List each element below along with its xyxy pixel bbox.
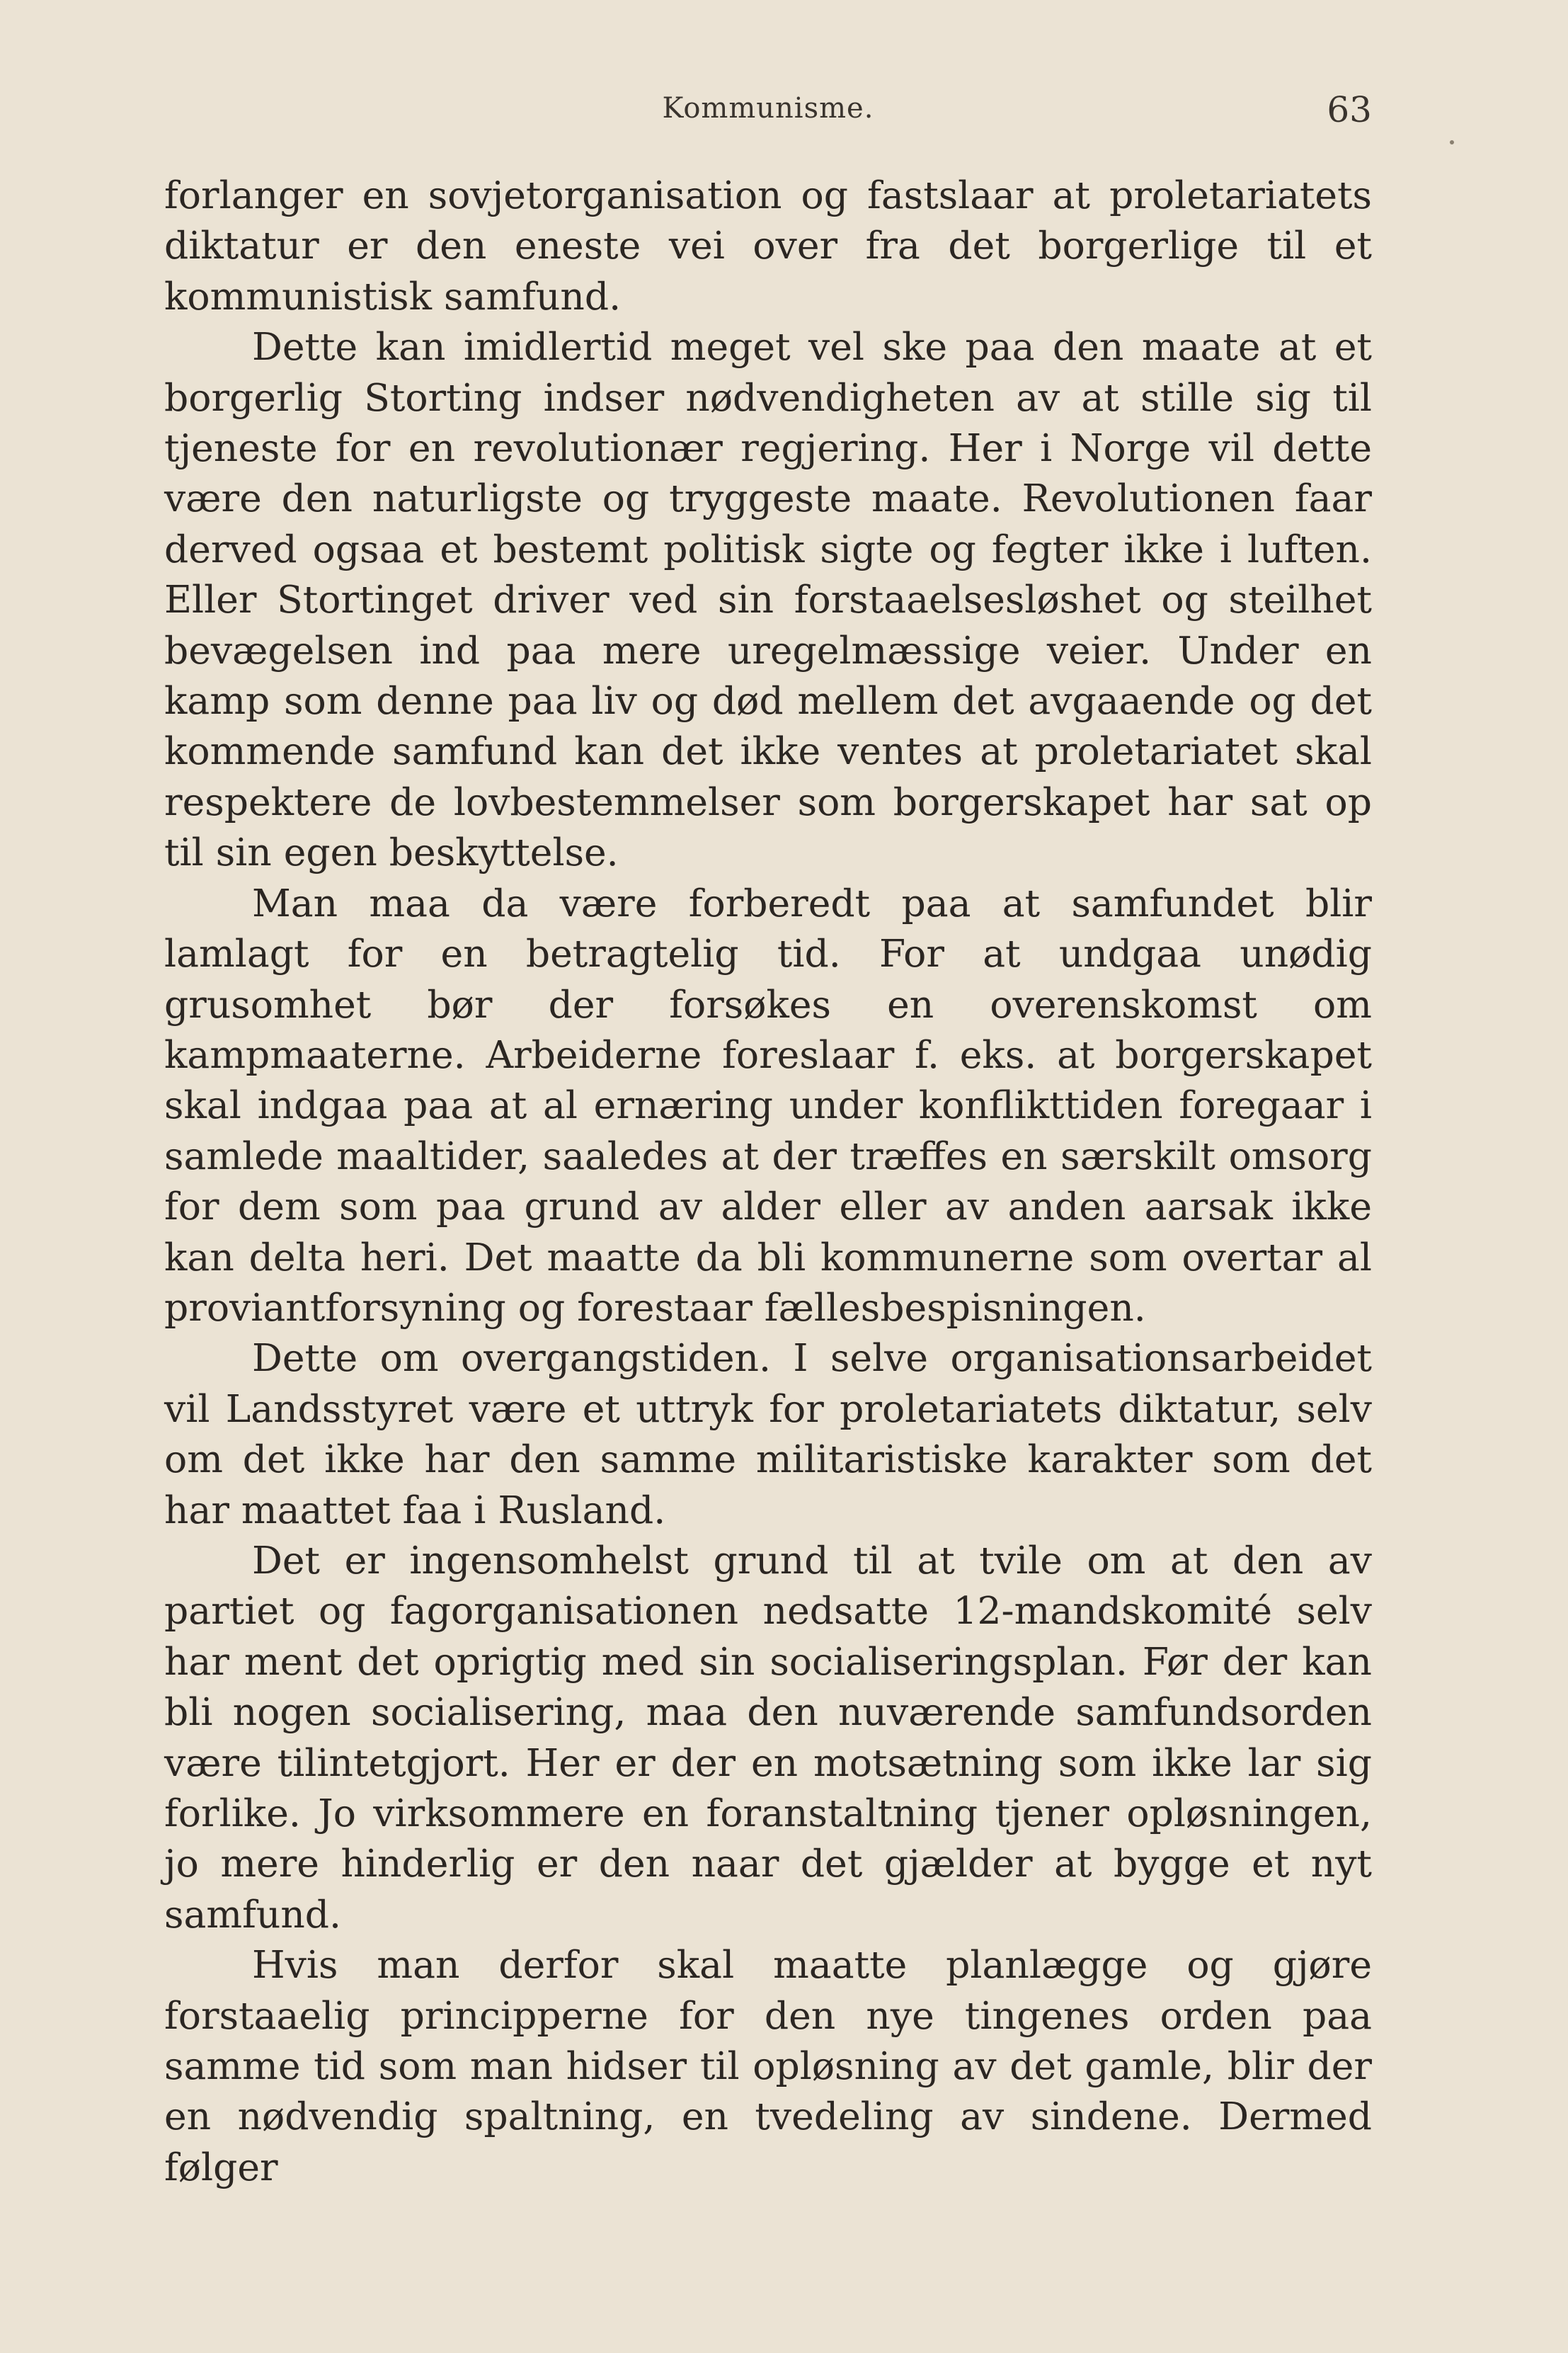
paragraph-6: Hvis man derfor skal maatte planlægge og gjøre forstaaelig principperne for den nye tingenes orden paa samme tid som man hidser til opløsning av det gamle, blir der en nødvendig spaltning, en tvedeling av sindene. Dermed følger [164,1942,1372,2189]
page-header [164,85,1372,135]
paragraph-2: Dette kan imidlertid meget vel ske paa den maate at et borgerlig Storting indser nødvendigheten av at stille sig til tjeneste for en revolutionær regjering. Her i Norge vil dette være den naturligste og tryggeste maate. Revolutionen faar derved ogsaa et bestemt politisk sigte og fegter ikke i luften. Eller Stortinget driver ved sin forstaaelsesløshet og steilhet bevægelsen ind paa mere uregelmæssige veier. Under en kamp som denne paa liv og død mellem det avgaaende og det kommende samfund kan det ikke ventes at proletariatet skal respektere de lovbestemmelser som borgerskapet har sat op til sin egen beskyttelse. [164,324,1372,875]
paragraph-5: Det er ingensomhelst grund til at tvile om at den av partiet og fagorganisationen nedsatte 12-mandskomité selv har ment det oprigtig med sin socialiseringsplan. Før der kan bli nogen socialisering, maa den nuværende samfundsorden være tilintetgjort. Her er der en motsætning som ikke lar sig forlike. Jo virksommere en foranstaltning tjener opløsningen, jo mere hinderlig er den naar det gjælder at bygge et nyt samfund. [164,1537,1372,1937]
paragraph-3: Man maa da være forberedt paa at samfundet blir lamlagt for en betragtelig tid. For at undgaa unødig grusomhet bør der forsøkes en overenskomst om kampmaaterne. Arbeiderne foreslaar f. eks. at borgerskapet skal indgaa paa at al ernæring under konflikttiden foregaar i samlede maaltider, saaledes at der træffes en særskilt omsorg for dem som paa grund av alder eller av anden aarsak ikke kan delta heri. Det maatte da bli kommunerne som overtar al proviantforsyning og forestaar fællesbespisningen. [164,880,1372,1330]
body-text [164,170,1372,2192]
page-number: 63 [1327,89,1372,130]
running-title: Kommunisme. [662,92,874,125]
paragraph-4: Dette om overgangstiden. I selve organisationsarbeidet vil Landsstyret være et uttryk for proletariatets diktatur, selv om det ikke har den samme militaristiske karakter som det har maattet faa i Rusland. [164,1335,1372,1532]
paragraph-1: forlanger en sovjetorganisation og fastslaar at proletariatets diktatur er den eneste vei over fra det borgerlige til et kommunistisk samfund. [164,173,1372,319]
paper-speck [1450,140,1454,144]
